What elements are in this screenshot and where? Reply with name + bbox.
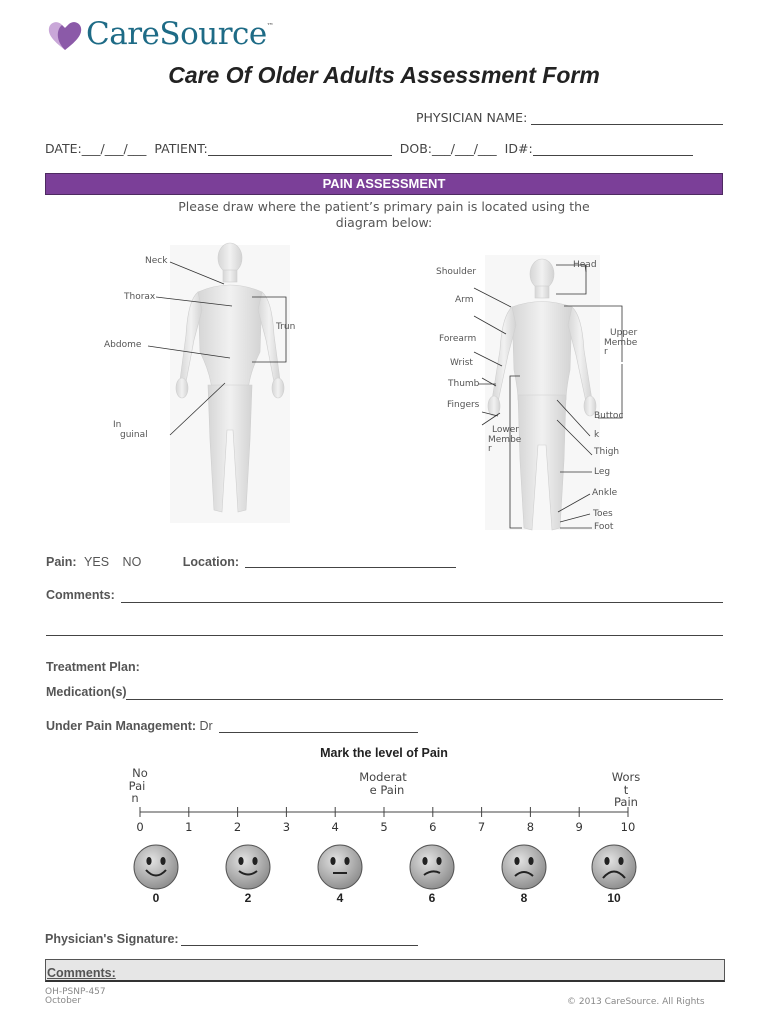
- patient-line[interactable]: [208, 155, 392, 156]
- location-label: Location:: [182, 555, 240, 569]
- pain-face-smile-icon[interactable]: [223, 842, 273, 892]
- physician-name-field[interactable]: [416, 110, 723, 125]
- pain-face-label-2: 2: [244, 891, 252, 905]
- pain-management-row: [46, 719, 213, 733]
- label-thorax: Thorax: [124, 292, 156, 302]
- label-fingers: Fingers: [447, 400, 480, 410]
- form-code: OH-PSNP-457 October: [45, 987, 106, 1006]
- diagram-instructions: Please draw where the patient’s primary pain is located using the diagram below:: [178, 199, 590, 230]
- scale-tick-label-7: 7: [477, 820, 486, 834]
- scale-tick-label-1: 1: [185, 820, 193, 834]
- label-inguinal-2: guinal: [120, 430, 148, 440]
- pain-management-line[interactable]: [219, 732, 418, 733]
- scale-tick-label-6: 6: [429, 820, 437, 834]
- label-wrist: Wrist: [450, 358, 473, 368]
- copyright: © 2013 CareSource. All Rights: [567, 997, 705, 1007]
- pain-face-worried-icon[interactable]: [407, 842, 457, 892]
- heart-logo-icon: [48, 20, 82, 52]
- patient-label: PATIENT:: [154, 141, 208, 156]
- id-line[interactable]: [533, 155, 693, 156]
- pain-face-label-0: 0: [152, 891, 160, 905]
- pain-management-label: Under Pain Management:: [46, 719, 197, 733]
- comments-line-2[interactable]: [46, 635, 723, 636]
- pain-face-label-6: 6: [428, 891, 436, 905]
- scale-tick-label-10: 10: [620, 820, 636, 834]
- label-toes: Toes: [593, 509, 613, 519]
- label-shoulder: Shoulder: [436, 267, 477, 277]
- pain-face-label-10: 10: [607, 891, 621, 905]
- dob-field[interactable]: DOB:___/___/___: [399, 141, 497, 156]
- back-body-diagram[interactable]: [430, 250, 660, 535]
- front-body-diagram[interactable]: [100, 240, 310, 525]
- scale-tick-label-5: 5: [380, 820, 388, 834]
- label-thumb: Thumb: [448, 379, 480, 389]
- worst-pain-label: Wors t Pain: [611, 770, 641, 809]
- pain-face-label-8: 8: [520, 891, 528, 905]
- id-label: ID#:: [504, 141, 533, 156]
- location-line[interactable]: [245, 567, 456, 568]
- label-trunk: Trun: [276, 322, 296, 332]
- medications-line[interactable]: [126, 699, 723, 700]
- label-arm: Arm: [455, 295, 474, 305]
- scale-tick-label-4: 4: [331, 820, 339, 834]
- scale-tick-label-0: 0: [136, 820, 144, 834]
- pain-face-neutral-icon[interactable]: [315, 842, 365, 892]
- date-field[interactable]: DATE:___/___/___: [45, 141, 147, 156]
- form-title: Care Of Older Adults Assessment Form: [168, 62, 600, 88]
- no-pain-label: No Pai n: [128, 766, 148, 805]
- comments-label: Comments:: [46, 588, 115, 602]
- pain-face-crying-icon[interactable]: [589, 842, 639, 892]
- scale-tick-label-3: 3: [282, 820, 291, 834]
- physician-name-label: PHYSICIAN NAME:: [416, 110, 528, 125]
- signature-label: Physician's Signature:: [45, 932, 179, 946]
- signature-line[interactable]: [181, 945, 418, 946]
- label-inguinal-1: In: [113, 420, 122, 430]
- trademark: ™: [266, 22, 274, 30]
- label-abdomen: Abdome: [104, 340, 142, 350]
- label-forearm: Forearm: [439, 334, 477, 344]
- pain-face-sad-icon[interactable]: [499, 842, 549, 892]
- label-upper-member: Upper Membe r: [604, 328, 638, 357]
- pain-scale-title: Mark the level of Pain: [320, 746, 448, 760]
- pain-no-option[interactable]: NO: [122, 555, 142, 569]
- dr-label: Dr: [199, 719, 213, 733]
- label-neck: Neck: [145, 256, 168, 266]
- treatment-plan-label: Treatment Plan:: [46, 660, 140, 674]
- label-buttock: Buttoc k: [594, 411, 624, 440]
- label-lower-member: Lower Membe r: [488, 425, 522, 454]
- pain-assessment-header: PAIN ASSESSMENT: [45, 173, 723, 195]
- physician-name-line[interactable]: [531, 124, 723, 125]
- comments-line-1[interactable]: [121, 602, 723, 603]
- label-foot: Foot: [594, 522, 614, 532]
- brand-name: CareSource: [86, 16, 267, 52]
- label-head: Head: [573, 260, 597, 270]
- scale-tick-label-2: 2: [233, 820, 242, 834]
- bottom-comments-box[interactable]: [45, 959, 725, 982]
- label-thigh: Thigh: [594, 447, 620, 457]
- pain-row: [46, 555, 239, 569]
- scale-tick-label-8: 8: [526, 820, 535, 834]
- label-ankle: Ankle: [592, 488, 618, 498]
- pain-face-big-smile-icon[interactable]: [131, 842, 181, 892]
- pain-yes-option[interactable]: YES: [84, 555, 110, 569]
- label-leg: Leg: [594, 467, 611, 477]
- pain-label: Pain:: [46, 555, 77, 569]
- pain-face-label-4: 4: [336, 891, 344, 905]
- moderate-pain-label: Moderat e Pain: [359, 770, 407, 797]
- brand-logo: [86, 16, 273, 52]
- scale-tick-label-9: 9: [575, 820, 583, 834]
- patient-info-row: [45, 141, 693, 156]
- medications-label: Medication(s): [46, 685, 127, 699]
- bottom-comments-label: Comments:: [47, 966, 116, 980]
